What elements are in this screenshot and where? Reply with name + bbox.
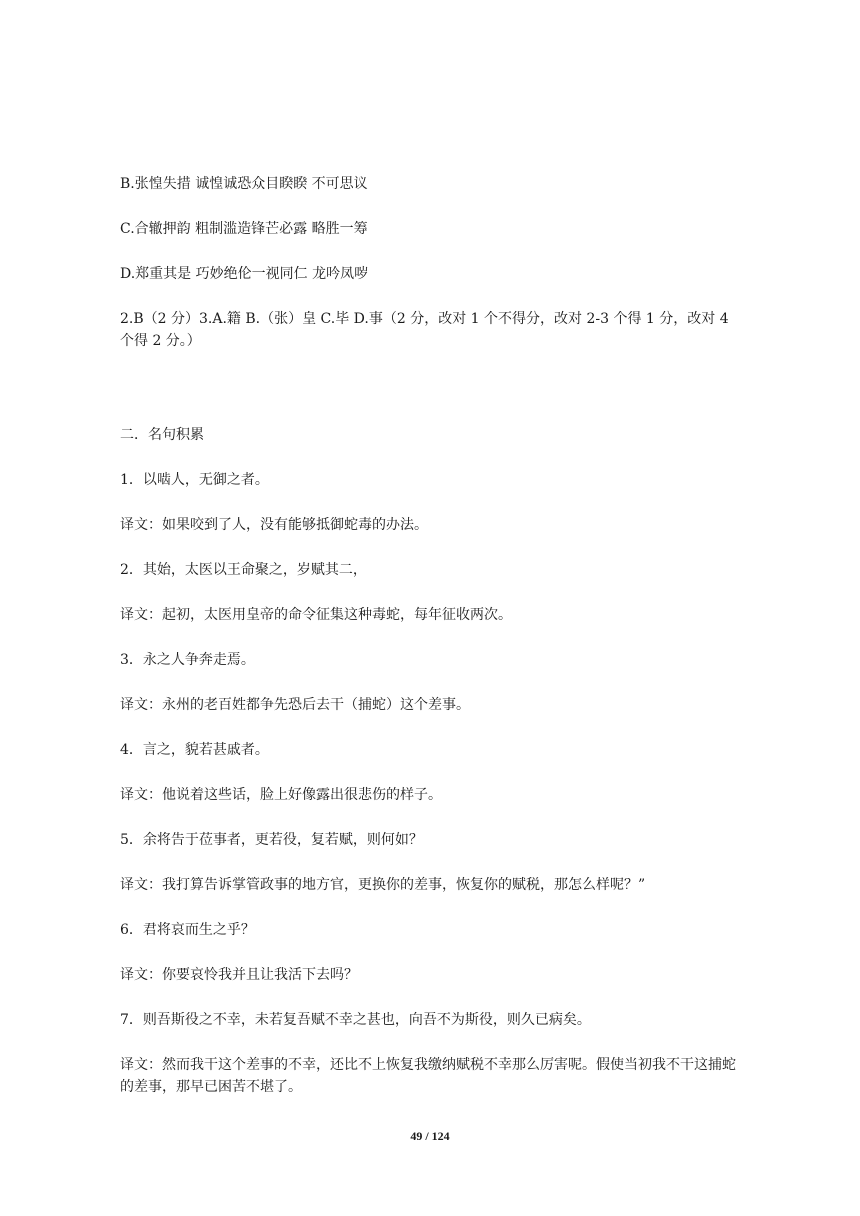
translation-4: 译文：他说着这些话，脸上好像露出很悲伤的样子。 (120, 787, 442, 803)
translation-7: 译文：然而我干这个差事的不幸，还比不上恢复我缴纳赋税不幸那么厉害呢。假使当初我不干这捕蛇的差事，那早已困苦不堪了。 (120, 1057, 736, 1095)
page-number: 49 / 124 (410, 1129, 450, 1143)
sentence-5: 5．余将告于莅事者，更若役，复若赋，则何如？ (120, 832, 423, 848)
sentence-7: 7．则吾斯役之不幸，未若复吾赋不幸之甚也，向吾不为斯役，则久已病矣。 (120, 1012, 591, 1028)
answer-key: 2.B（2 分）3.A.籍 B.（张）皇 C.毕 D.事（2 分，改对 1 个不得分，改对 2-3 个得 1 分，改对 4 个得 2 分。） (120, 311, 729, 349)
sentence-4: 4．言之，貌若甚戚者。 (120, 742, 269, 758)
sentence-6: 6．君将哀而生之乎？ (120, 922, 255, 938)
sentence-2: 2．其始，太医以王命聚之，岁赋其二， (120, 562, 367, 578)
translation-1: 译文：如果咬到了人，没有能够抵御蛇毒的办法。 (120, 517, 428, 533)
translation-3: 译文：永州的老百姓都争先恐后去干（捕蛇）这个差事。 (120, 697, 470, 713)
option-d: D.郑重其是 巧妙绝伦一视同仁 龙吟凤哕 (120, 266, 369, 282)
sentence-1: 1．以啮人，无御之者。 (120, 472, 269, 488)
option-c: C.合辙押韵 粗制滥造锋芒必露 略胜一筹 (120, 221, 368, 237)
translation-5: 译文：我打算告诉掌管政事的地方官，更换你的差事，恢复你的赋税，那怎么样呢？” (120, 877, 646, 893)
sentence-3: 3．永之人争奔走焉。 (120, 652, 255, 668)
section-heading: 二．名句积累 (120, 427, 204, 443)
translation-2: 译文：起初，太医用皇帝的命令征集这种毒蛇，每年征收两次。 (120, 607, 512, 623)
option-b: B.张惶失措 诚惶诚恐众目睽睽 不可思议 (120, 176, 368, 192)
translation-6: 译文：你要哀怜我并且让我活下去吗？ (120, 967, 358, 983)
